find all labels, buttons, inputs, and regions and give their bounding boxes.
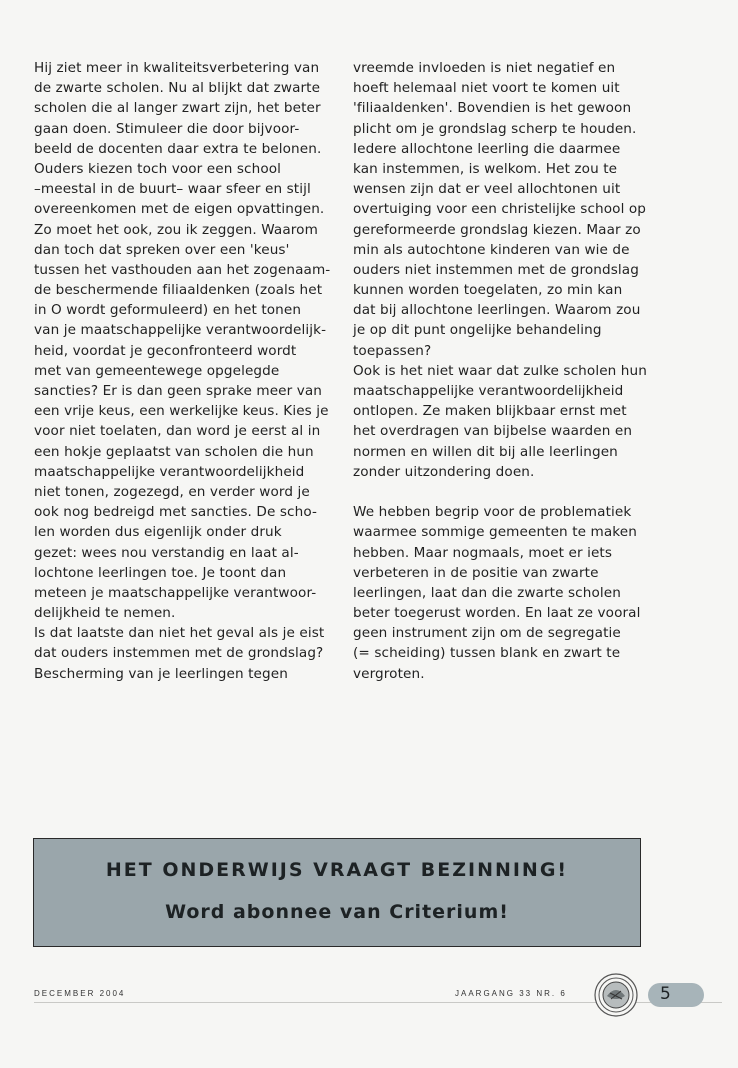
article-line: min als autochtone kinderen van wie de bbox=[353, 241, 630, 258]
article-line: ontlopen. Ze maken blijkbaar ernst met bbox=[353, 403, 627, 420]
article-line: niet tonen, zogezegd, en verder word je bbox=[34, 483, 310, 500]
footer-issue: JAARGANG 33 NR. 6 bbox=[455, 989, 567, 998]
article-line: toepassen? bbox=[353, 342, 432, 359]
article-line: hebben. Maar nogmaals, moet er iets bbox=[353, 544, 613, 561]
article-line: Ook is het niet waar dat zulke scholen hun bbox=[353, 362, 647, 379]
article-line: lochtone leerlingen toe. Je toont dan bbox=[34, 564, 287, 581]
article-line: een hokje geplaatst van scholen die hun bbox=[34, 443, 314, 460]
article-line: Iedere allochtone leerling die daarmee bbox=[353, 140, 621, 157]
article-line: gereformeerde grondslag kiezen. Maar zo bbox=[353, 221, 641, 238]
article-line: overtuiging voor een christelijke school op bbox=[353, 201, 647, 218]
article-line: geen instrument zijn om de segregatie bbox=[353, 625, 621, 642]
article-line: dan toch dat spreken over een 'keus' bbox=[34, 241, 290, 258]
article-line: len worden dus eigenlijk onder druk bbox=[34, 524, 282, 541]
banner-call-to-action: Word abonnee van Criterium! bbox=[165, 901, 509, 923]
article-line: plicht om je grondslag scherp te houden. bbox=[353, 120, 637, 137]
article-line: je op dit punt ongelijke behandeling bbox=[353, 322, 602, 339]
footer-date: DECEMBER 2004 bbox=[34, 989, 126, 998]
article-line: in O wordt geformuleerd) en het tonen bbox=[34, 302, 302, 319]
page-number-pill bbox=[648, 983, 704, 1007]
article-line: kunnen worden toegelaten, zo min kan bbox=[353, 282, 623, 299]
article-line: gezet: wees nou verstandig en laat al- bbox=[34, 544, 299, 561]
article-line: verbeteren in de positie van zwarte bbox=[353, 564, 599, 581]
article-line: overeenkomen met de eigen opvattingen. bbox=[34, 201, 325, 218]
article-line: –meestal in de buurt– waar sfeer en stijl bbox=[34, 181, 311, 198]
article-line: maatschappelijke verantwoordelijkheid bbox=[34, 463, 305, 480]
article-line: wensen zijn dat er veel allochtonen uit bbox=[353, 181, 621, 198]
article-line: beeld de docenten daar extra te belonen. bbox=[34, 140, 322, 157]
article-line: de beschermende filiaaldenken (zoals het bbox=[34, 282, 323, 299]
banner-headline: HET ONDERWIJS VRAAGT BEZINNING! bbox=[105, 859, 569, 881]
article-line: 'filiaaldenken'. Bovendien is het gewoon bbox=[353, 100, 632, 117]
article-line: het overdragen van bijbelse waarden en bbox=[353, 423, 633, 440]
article-line: ouders niet instemmen met de grondslag bbox=[353, 261, 639, 278]
article-line: We hebben begrip voor de problematiek bbox=[353, 504, 632, 521]
article-line: beter toegerust worden. En laat ze vooral bbox=[353, 605, 641, 622]
article-line: kan instemmen, is welkom. Het zou te bbox=[353, 160, 618, 177]
article-line: ook nog bedreigd met sancties. De scho- bbox=[34, 504, 317, 521]
article-line: Is dat laatste dan niet het geval als je eist bbox=[34, 625, 325, 642]
article-left-column bbox=[34, 58, 334, 684]
article-line: scholen die al langer zwart zijn, het beter bbox=[34, 100, 321, 117]
article-line: Zo moet het ook, zou ik zeggen. Waarom bbox=[34, 221, 318, 238]
article-line: dat ouders instemmen met de grondslag? bbox=[34, 645, 324, 662]
article-line: van je maatschappelijke verantwoordelijk- bbox=[34, 322, 327, 339]
article-line: maatschappelijke verantwoordelijkheid bbox=[353, 383, 624, 399]
article-line: Bescherming van je leerlingen tegen bbox=[34, 665, 288, 682]
article-line: gaan doen. Stimuleer die door bijvoor- bbox=[34, 120, 300, 137]
subscription-banner bbox=[33, 838, 641, 947]
article-line: een vrije keus, een werkelijke keus. Kies je bbox=[34, 403, 329, 420]
page-number: 5 bbox=[660, 984, 671, 1004]
article-line: Ouders kiezen toch voor een school bbox=[34, 160, 282, 177]
article-line: dat bij allochtone leerlingen. Waarom zou bbox=[353, 302, 641, 319]
article-line: meteen je maatschappelijke verantwoor- bbox=[34, 584, 317, 601]
article-line: de zwarte scholen. Nu al blijkt dat zwarte bbox=[34, 80, 321, 97]
article-line: leerlingen, laat dan die zwarte scholen bbox=[353, 584, 621, 601]
article-line: normen en willen dit bij alle leerlingen bbox=[353, 443, 618, 460]
article-line: vergroten. bbox=[353, 665, 425, 682]
criterium-seal-icon bbox=[593, 972, 639, 1018]
article-line: Hij ziet meer in kwaliteitsverbetering van bbox=[34, 60, 320, 76]
article-line: waarmee sommige gemeenten te maken bbox=[353, 524, 637, 541]
article-line: (= scheiding) tussen blank en zwart te bbox=[353, 645, 621, 662]
paragraph-gap bbox=[353, 482, 653, 502]
article-line: heid, voordat je geconfronteerd wordt bbox=[34, 342, 297, 359]
article-line: zonder uitzondering doen. bbox=[353, 463, 535, 480]
article-line: delijkheid te nemen. bbox=[34, 605, 176, 622]
article-line: tussen het vasthouden aan het zogenaam- bbox=[34, 261, 331, 278]
article-line: met van gemeentewege opgelegde bbox=[34, 362, 280, 379]
article-right-column bbox=[353, 58, 653, 684]
article-line: voor niet toelaten, dan word je eerst al in bbox=[34, 423, 321, 440]
article-line: sancties? Er is dan geen sprake meer van bbox=[34, 383, 323, 399]
article-line: hoeft helemaal niet voort te komen uit bbox=[353, 80, 620, 97]
article-line: vreemde invloeden is niet negatief en bbox=[353, 60, 616, 76]
